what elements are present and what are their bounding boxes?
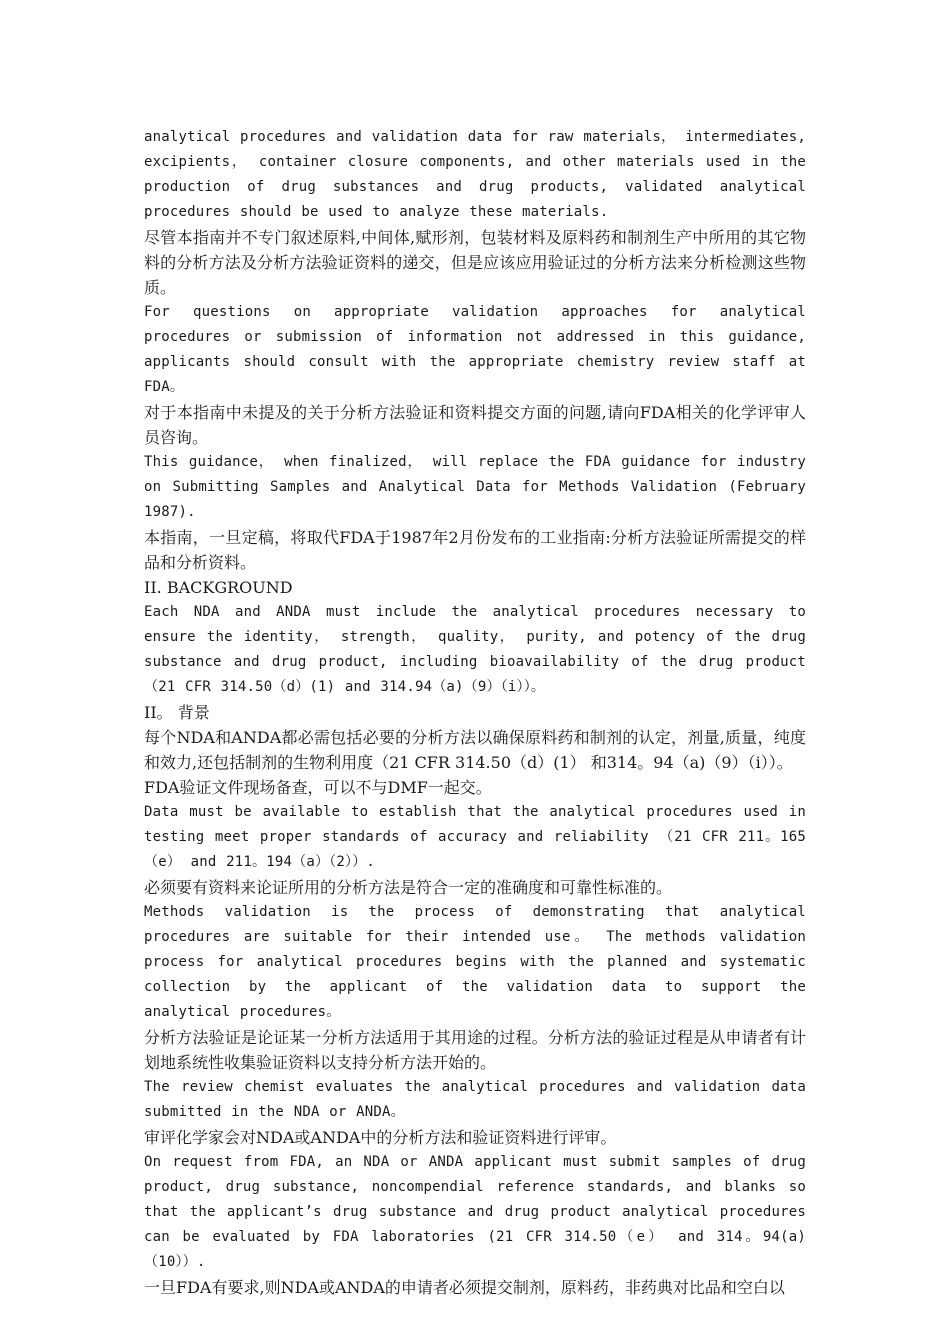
paragraph-data-available-zh: 必须要有资料来论证所用的分析方法是符合一定的准确度和可靠性标准的。 (144, 878, 673, 897)
paragraph-data-available-en: Data must be available to establish that the analytical procedures used in testing meet proper standards of accuracy and reliability （21 CFR 211。165（e） and 211。194（a）（2））. (144, 804, 806, 870)
paragraph-questions-en: For questions on appropriate validation approaches for analytical procedures or submission of information not addressed in this guidance, applicants should consult with the appropriate chemistry review staff at FDA。 (144, 304, 806, 395)
paragraph-replace-guidance-en: This guidance， when finalized， will replace the FDA guidance for industry on Submitting Samples and Analytical Data for Methods Validation (February 1987). (144, 454, 806, 520)
paragraph-fda-onsite-zh: FDA验证文件现场备查，可以不与DMF一起交。 (144, 778, 492, 797)
paragraph-replace-guidance-zh: 本指南，一旦定稿，将取代FDA于1987年2月份发布的工业指南:分析方法验证所需提交的样品和分析资料。 (144, 528, 806, 572)
paragraph-questions-zh: 对于本指南中未提及的关于分析方法验证和资料提交方面的问题,请向FDA相关的化学评审人员咨询。 (144, 403, 806, 447)
paragraph-raw-materials-zh: 尽管本指南并不专门叙述原料,中间体,赋形剂，包装材料及原料药和制剂生产中所用的其它物料的分析方法及分析方法验证资料的递交，但是应该应用验证过的分析方法来分析检测这些物质。 (144, 228, 806, 297)
document-body (144, 125, 806, 1300)
paragraph-methods-validation-en: Methods validation is the process of demonstrating that analytical procedures are suitable for their intended use。 The methods validation process for analytical procedures begins with the planned and systematic collection by the applicant of the validation data to support the analytical procedures。 (144, 904, 806, 1020)
paragraph-raw-materials-en: analytical procedures and validation data for raw materials， intermediates, excipients， container closure components, and other materials used in the production of drug substances and drug products, validated analytical procedures should be used to analyze these materials. (144, 129, 806, 220)
paragraph-on-request-zh: 一旦FDA有要求,则NDA或ANDA的申请者必须提交制剂，原料药，非药典对比品和空白以 (144, 1278, 785, 1297)
paragraph-on-request-en: On request from FDA, an NDA or ANDA applicant must submit samples of drug product, drug substance, noncompendial reference standards, and blanks so that the applicant’s drug substance and drug product analytical procedures can be evaluated by FDA laboratories (21 CFR 314.50（e） and 314。94(a)（10））. (144, 1154, 806, 1270)
paragraph-nda-anda-en: Each NDA and ANDA must include the analytical procedures necessary to ensure the identity， strength， quality， purity, and potency of the drug substance and drug product, including bioavailability of the drug product （21 CFR 314.50（d）(1) and 314.94（a)（9）（i））。 (144, 604, 806, 695)
paragraph-methods-validation-zh: 分析方法验证是论证某一分析方法适用于其用途的过程。分析方法的验证过程是从申请者有计划地系统性收集验证资料以支持分析方法开始的。 (144, 1028, 806, 1072)
paragraph-review-chemist-zh: 审评化学家会对NDA或ANDA中的分析方法和验证资料进行评审。 (144, 1128, 617, 1147)
section-heading-background-zh: II。 背景 (144, 703, 210, 722)
paragraph-review-chemist-en: The review chemist evaluates the analytical procedures and validation data submitted in the NDA or ANDA。 (144, 1079, 806, 1120)
paragraph-nda-anda-zh: 每个NDA和ANDA都必需包括必要的分析方法以确保原料药和制剂的认定，剂量,质量，纯度和效力,还包括制剂的生物利用度（21 CFR 314.50（d）(1） 和314。94（a)（9）（i））。 (144, 728, 806, 772)
section-heading-background: II. BACKGROUND (144, 578, 293, 597)
